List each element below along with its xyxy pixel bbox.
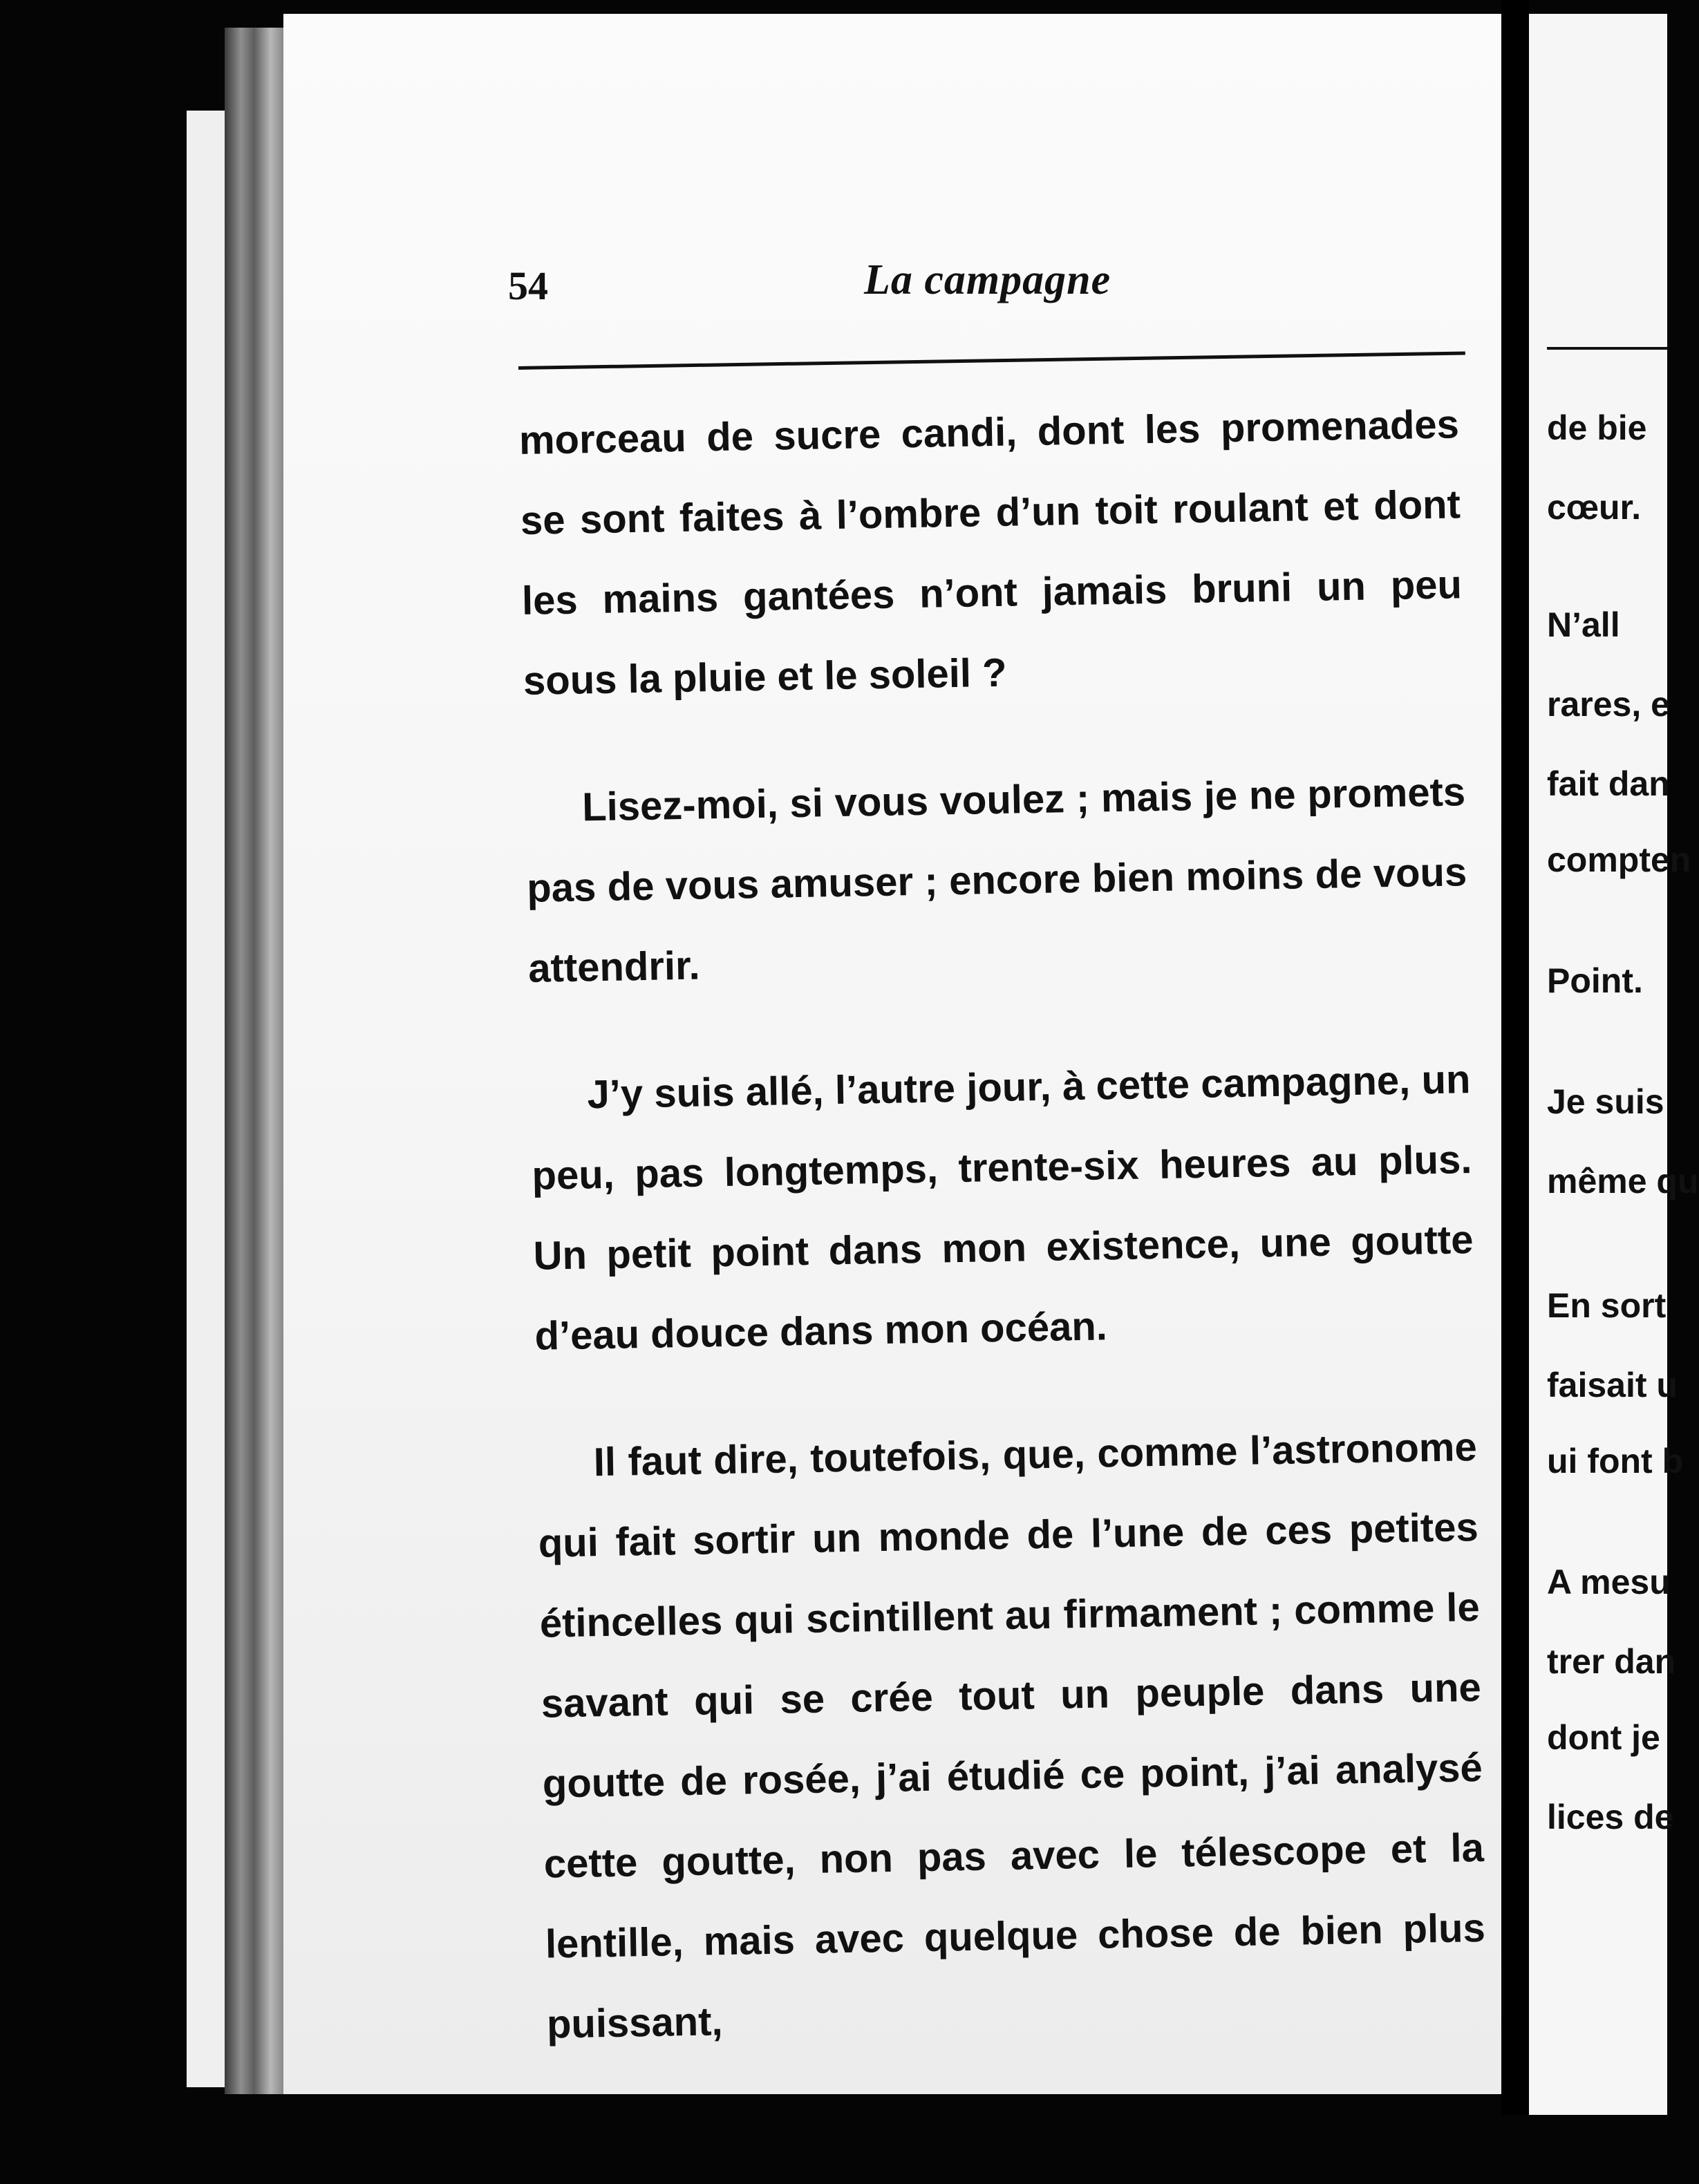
right-line-10: En sort (1547, 1286, 1667, 1325)
paragraph-3: J’y suis allé, l’autre jour, à cette campagne, un peu, pas longtemps, trente-six heures au plus. Un petit point dans mon existence, une goutte d’eau douce dans mon océan. (532, 1057, 1474, 1359)
page-number: 54 (508, 263, 548, 308)
paragraph-2: Lisez-moi, si vous voulez ; mais je ne promets pas de vous amuser ; encore bien moins de vous attendrir. (526, 769, 1467, 991)
book-gutter (1501, 0, 1529, 2115)
right-line-13: A mesu (1547, 1563, 1671, 1601)
right-line-3: N’all (1547, 605, 1620, 644)
left-page (283, 14, 1521, 2094)
right-line-6: compten (1547, 840, 1691, 879)
page-stack-edge (225, 28, 290, 2094)
right-line-4: rares, e (1547, 685, 1670, 724)
right-line-12: ui font b (1547, 1442, 1684, 1480)
right-line-14: trer dan (1547, 1642, 1676, 1681)
right-line-1: de bie (1547, 408, 1647, 447)
right-line-9: même qu (1547, 1162, 1699, 1201)
paragraph-1: morceau de sucre candi, dont les promenades se sont faites à l’ombre d’un toit roulant et dont les mains gantées n’ont jamais bruni un peu sous la pluie et le soleil ? (518, 402, 1463, 704)
text-body (518, 384, 1488, 2111)
running-title: La campagne (864, 256, 1111, 303)
right-header-rule (1547, 347, 1667, 350)
paragraph-4: Il faut dire, toutefois, que, comme l’astronome qui fait sortir un monde de l’une de ces petites étincelles qui scintillent au firmament ; comme le savant qui se crée tout un peuple dans une goutte de rosée, j’ai étudié ce point, j’ai analysé cette goutte, non pas avec le télescope et la lentille, mais avec quelque chose de bien plus puissant, (538, 1424, 1486, 2047)
right-line-15: dont je (1547, 1718, 1660, 1757)
right-page-fragment (1529, 14, 1699, 2115)
right-line-7: Point. (1547, 961, 1643, 1000)
right-line-2: cœur. (1547, 488, 1642, 527)
right-line-8: Je suis (1547, 1082, 1664, 1121)
right-line-5: fait dan (1547, 764, 1670, 803)
right-line-16: lices de (1547, 1798, 1674, 1836)
right-line-11: faisait u (1547, 1366, 1678, 1404)
header-rule (518, 351, 1465, 370)
